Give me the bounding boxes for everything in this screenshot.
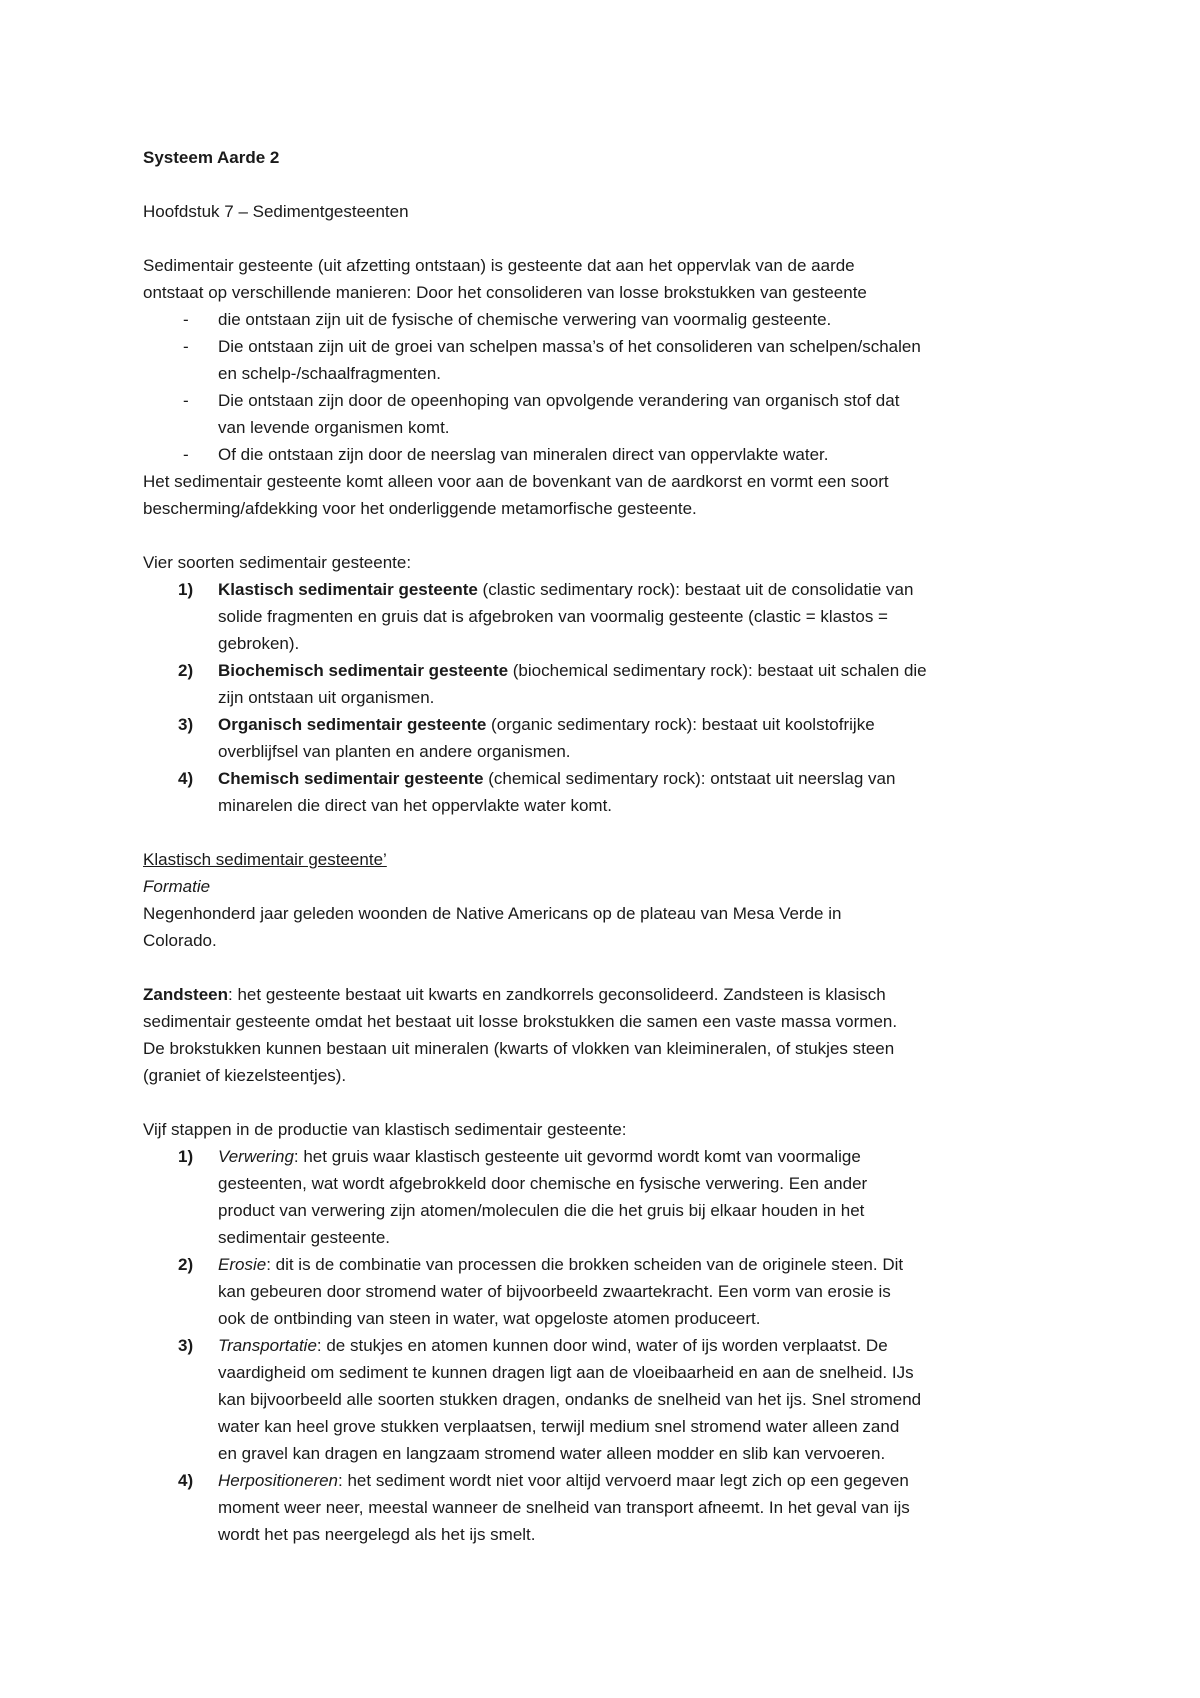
list-item-text: solide fragmenten en gruis dat is afgebroken van voormalig gesteente (clastic = klastos = [218,607,888,626]
list-item-text: Die ontstaan zijn door de opeenhoping van opvolgende verandering van organisch stof dat [218,391,900,410]
term: Transportatie [218,1336,317,1355]
list-item-text: : het sediment wordt niet voor altijd vervoerd maar legt zich op een gegeven [338,1471,909,1490]
list-item [143,1143,1063,1251]
five-steps-heading: Vijf stappen in de productie van klastisch sedimentair gesteente: [143,1120,627,1139]
list-item-text: gebroken). [218,634,300,653]
term: Verwering [218,1147,294,1166]
chapter-heading: Hoofdstuk 7 – Sedimentgesteenten [143,202,409,221]
document-title: Systeem Aarde 2 [143,148,280,167]
list-item-text: overblijfsel van planten en andere organismen. [218,742,571,761]
list-item-text: (biochemical sedimentary rock): bestaat uit schalen die [508,661,927,680]
term: Erosie [218,1255,267,1274]
list-item-text: : de stukjes en atomen kunnen door wind, water of ijs worden verplaatst. De [316,1336,888,1355]
list-item-text: kan gebeuren door stromend water of bijvoorbeeld zwaartekracht. Een vorm van erosie is [218,1282,891,1301]
list-item-text: moment weer neer, meestal wanneer de snelheid van transport afneemt. In het geval van ijs [218,1498,910,1517]
list-item [143,306,1063,333]
list-item-text: : het gruis waar klastisch gesteente uit gevormd wordt komt van voormalige [293,1147,861,1166]
list-marker: 1) [178,1147,194,1166]
list-marker: 2) [178,661,194,680]
list-item-text: en gravel kan dragen en langzaam stromend water alleen modder en slib kan vervoeren. [218,1444,886,1463]
term: Organisch sedimentair gesteente [218,715,487,734]
list-item-text: (clastic sedimentary rock): bestaat uit de consolidatie van [477,580,914,599]
list-marker: 2) [178,1255,194,1274]
five-steps-list [143,1143,1063,1548]
list-item [143,333,1063,387]
list-item-text: van levende organismen komt. [218,418,450,437]
list-marker: 1) [178,580,194,599]
paragraph-line: (graniet of kiezelsteentjes). [143,1066,347,1085]
list-marker: - [183,310,189,329]
list-item [143,387,1063,441]
subsection-heading: Formatie [143,877,211,896]
paragraph-line: bescherming/afdekking voor het onderliggende metamorfische gesteente. [143,499,697,518]
list-item-text: product van verwering zijn atomen/moleculen die die het gruis bij elkaar houden in het [218,1201,865,1220]
formation-bullet-list [143,306,1063,468]
list-item [143,765,1063,819]
list-item [143,1251,1063,1332]
list-marker: - [183,337,189,356]
intro-line: Sedimentair gesteente (uit afzetting ontstaan) is gesteente dat aan het oppervlak van de aarde [143,256,855,275]
list-item-text: sedimentair gesteente. [218,1228,390,1247]
list-marker: 4) [178,1471,194,1490]
paragraph-text: : het gesteente bestaat uit kwarts en zandkorrels geconsolideerd. Zandsteen is klasisch [228,985,886,1004]
list-item-text: en schelp-/schaalfragmenten. [218,364,442,383]
paragraph-line: Negenhonderd jaar geleden woonden de Native Americans op de plateau van Mesa Verde in [143,904,842,923]
list-marker: - [183,445,189,464]
list-marker: - [183,391,189,410]
list-marker: 3) [178,1336,194,1355]
intro-line: ontstaat op verschillende manieren: Door het consolideren van losse brokstukken van gesteente [143,283,867,302]
list-item-text: vaardigheid om sediment te kunnen dragen ligt aan de vloeibaarheid en aan de snelheid. IJs [218,1363,914,1382]
zandsteen-paragraph [143,981,1063,1008]
list-item-text: Die ontstaan zijn uit de groei van schelpen massa’s of het consolideren van schelpen/schalen [218,337,921,356]
list-item-text: zijn ontstaan uit organismen. [218,688,435,707]
list-item [143,441,1063,468]
list-item-text: die ontstaan zijn uit de fysische of chemische verwering van voormalig gesteente. [218,310,832,329]
list-item [143,1332,1063,1467]
term: Herpositioneren [218,1471,339,1490]
list-item [143,1467,1063,1548]
term: Zandsteen [143,985,229,1004]
paragraph-line: Colorado. [143,931,217,950]
list-item-text: : dit is de combinatie van processen die brokken scheiden van de originele steen. Dit [266,1255,904,1274]
document-content [143,144,1063,1548]
list-item-text: wordt het pas neergelegd als het ijs smelt. [218,1525,536,1544]
list-item-text: Of die ontstaan zijn door de neerslag van mineralen direct van oppervlakte water. [218,445,829,464]
paragraph-line: Het sedimentair gesteente komt alleen voor aan de bovenkant van de aardkorst en vormt een soort [143,472,889,491]
term: Biochemisch sedimentair gesteente [218,661,509,680]
list-item-text: kan bijvoorbeeld alle soorten stukken dragen, ondanks de snelheid van het ijs. Snel stromend [218,1390,922,1409]
list-item-text: (chemical sedimentary rock): ontstaat uit neerslag van [483,769,896,788]
list-marker: 3) [178,715,194,734]
term: Chemisch sedimentair gesteente [218,769,484,788]
term: Klastisch sedimentair gesteente [218,580,478,599]
paragraph-line: sedimentair gesteente omdat het bestaat uit losse brokstukken die samen een vaste massa vormen. [143,1012,898,1031]
four-types-heading: Vier soorten sedimentair gesteente: [143,553,412,572]
list-item [143,657,1063,711]
paragraph-line: De brokstukken kunnen bestaan uit mineralen (kwarts of vlokken van kleimineralen, of stukjes steen [143,1039,895,1058]
list-item-text: gesteenten, wat wordt afgebrokkeld door chemische en fysische verwering. Een ander [218,1174,868,1193]
list-item [143,576,1063,657]
list-item-text: water kan heel grove stukken verplaatsen, terwijl medium snel stromend water alleen zand [218,1417,900,1436]
list-item-text: ook de ontbinding van steen in water, wat opgeloste atomen produceert. [218,1309,761,1328]
list-item-text: minarelen die direct van het oppervlakte water komt. [218,796,613,815]
list-item-text: (organic sedimentary rock): bestaat uit koolstofrijke [486,715,875,734]
four-types-list [143,576,1063,819]
list-item [143,711,1063,765]
section-heading: Klastisch sedimentair gesteente’ [143,850,387,869]
list-marker: 4) [178,769,194,788]
